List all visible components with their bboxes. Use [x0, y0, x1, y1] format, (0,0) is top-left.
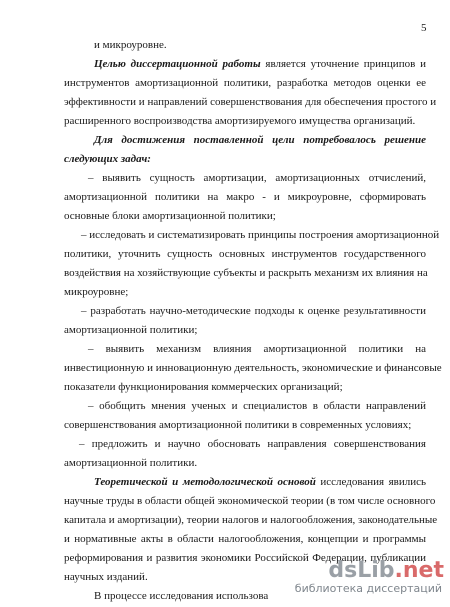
text-line: капитала и амортизации), теории налогов и налогообложения, законодательные	[64, 514, 438, 526]
text-line: научные труды в области общей экономической теории (в том числе основного	[64, 495, 436, 507]
text-line: и микроуровне.	[94, 39, 167, 51]
text-line: инструментов амортизационной политики, разработка методов оценки ее	[64, 77, 426, 89]
text-line: и нормативные акты в области налогообложения, концепции и программы	[64, 533, 426, 545]
text-line: – выявить сущность амортизации, амортизационных отчислений,	[88, 172, 426, 184]
text-line: воздействия на хозяйствующие субъекты и раскрыть механизм их влияния на	[64, 267, 428, 279]
text-line: показатели функционирования коммерческих организаций;	[64, 381, 343, 393]
text-line: эффективности и направлений совершенствования для обеспечения простого и	[64, 96, 437, 108]
text-line: В процессе исследования использова	[94, 590, 269, 602]
text-line: основные блоки амортизационной политики;	[64, 210, 276, 222]
watermark-logo	[294, 558, 446, 599]
text-line: – исследовать и систематизировать принципы построения амортизационной	[81, 229, 440, 241]
text-line: амортизационной политики на макро - и микроуровне, сформировать	[64, 191, 426, 203]
text-line: инвестиционную и инновационную деятельность, экономические и финансовые	[64, 362, 442, 374]
text-line: – предложить и научно обосновать направления совершенствования	[79, 438, 426, 450]
text-line: Теоретической и методологической основой исследования явились	[94, 476, 426, 488]
text-line: – выявить механизм влияния амортизационной политики на	[88, 343, 426, 355]
text-line: научных изданий.	[64, 571, 148, 583]
text-line: – разработать научно-методические подходы к оценке результативности	[81, 305, 426, 317]
text-line: реформирования и развития экономики Российской Федерации, публикации	[64, 552, 426, 564]
page-number: 5	[421, 22, 427, 34]
text-line: – обобщить мнения ученых и специалистов в области направлений	[88, 400, 426, 412]
text-line: Целью диссертационной работы является уточнение принципов и	[94, 58, 426, 70]
text-line: следующих задач:	[64, 153, 151, 165]
watermark-site: dsLib.net	[328, 558, 444, 583]
text-line: расширенного воспроизводства амортизируемого имущества организаций.	[64, 115, 416, 127]
text-line: Для достижения поставленной цели потребовалось решение	[94, 134, 426, 146]
text-line: микроуровне;	[64, 286, 129, 298]
text-line: совершенствования амортизационной политики в современных условиях;	[64, 419, 412, 431]
watermark-caption: библиотека диссертаций	[294, 582, 442, 595]
text-line: амортизационной политики.	[64, 457, 198, 469]
text-line: политики, уточнить сущность основных инструментов государственного	[64, 248, 426, 260]
text-line: амортизационной политики;	[64, 324, 198, 336]
